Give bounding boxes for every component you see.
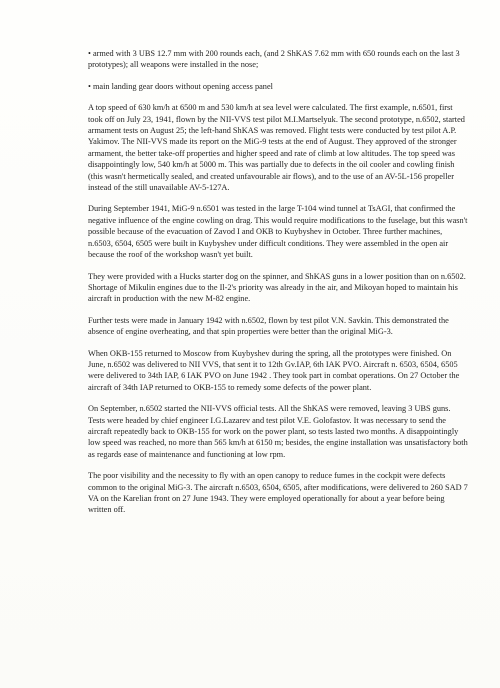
document-body: [88, 48, 468, 516]
paragraph-landing-gear-bullet: • main landing gear doors without opening access panel: [88, 81, 273, 91]
paragraph-further-tests: Further tests were made in January 1942 with n.6502, flown by test pilot V.N. Savkin. This demonstrated the absence of engine overheating, and that spin properties were better than the original MiG-3.: [88, 315, 449, 337]
paragraph-armament-bullet: • armed with 3 UBS 12.7 mm with 200 rounds each, (and 2 ShKAS 7.62 mm with 650 rounds each on the last 3 prototypes); all weapons were installed in the nose;: [88, 49, 460, 70]
paragraph-wind-tunnel: During September 1941, MiG-9 n.6501 was tested in the large T-104 wind tunnel at TsAGI, that confirmed the negative influence of the engine cowling on drag. This would require modifications to the fuselage, but this wasn't possible because of the evacuation of Zavod I and OKB to Kuybyshev in October. Three further machines, n.6503, 6504, 6505 were built in Kuybyshev under difficult conditions. They were assembled in the open air because the roof of the workshop wasn't yet built.: [88, 204, 468, 260]
paragraph-okb-return: When OKB-155 returned to Moscow from Kuybyshev during the spring, all the prototypes were finished. On June, n.6502 was delivered to NII VVS, that sent it to 12th Gv.IAP, 6th IAK PVO. Aircraft n. 6503, 6504, 6505 were delivered to 34th IAP, 6 IAK PVO on June 1942 . They took part in combat operations. On 27 October the aircraft of 34th IAP returned to OKB-155 to remedy some defects of the power plant.: [88, 348, 460, 392]
paragraph-top-speed: A top speed of 630 km/h at 6500 m and 530 km/h at sea level were calculated. The first example, n.6501, first took off on July 23, 1941, flown by the NII-VVS test pilot M.I.Martselyuk. The second prototype, n.6502, started armament tests on August 25; the left-hand ShKAS was removed. Flight tests were conducted by test pilot A.P. Yakimov. The NII-VVS made its report on the MiG-9 tests at the end of August. They approved of the stronger armament, the better take-off properties and higher speed and rate of climb at low altitudes. The top speed was disappointingly low, 540 km/h at 5000 m. This was partially due to defects in the oil cooler and cowling finish (this wasn't hermetically sealed, and created unfavourable air flows), and to the use of an AV-5L-156 propeller instead of the still unavailable AV-5-127A.: [88, 103, 465, 193]
paragraph-visibility: The poor visibility and the necessity to fly with an open canopy to reduce fumes in the cockpit were defects common to the original MiG-3. The aircraft n.6503, 6504, 6505, after modifications, were delivered to 260 SAD 7 VA on the Karelian front on 27 June 1943. They were employed operationally for about a year before being written off.: [88, 471, 468, 515]
paragraph-starter-dog: They were provided with a Hucks starter dog on the spinner, and ShKAS guns in a lower position than on n.6502. Shortage of Mikulin engines due to the Il-2's priority was already in the air, and Mikoyan hoped to maintain his aircraft in production with the new M-82 engine.: [88, 271, 466, 304]
paragraph-official-tests: On September, n.6502 started the NII-VVS official tests. All the ShKAS were removed, leaving 3 UBS guns. Tests were headed by chief engineer I.G.Lazarev and test pilot V.E. Golofastov. It was necessary to send the aircraft repeatedly back to OKB-155 for work on the power plant, so tests lasted two months. A disappointingly low speed was reached, no more than 565 km/h at 6150 m; besides, the engine installation was unsatisfactory both as regards ease of maintenance and functioning at low rpm.: [88, 404, 468, 459]
